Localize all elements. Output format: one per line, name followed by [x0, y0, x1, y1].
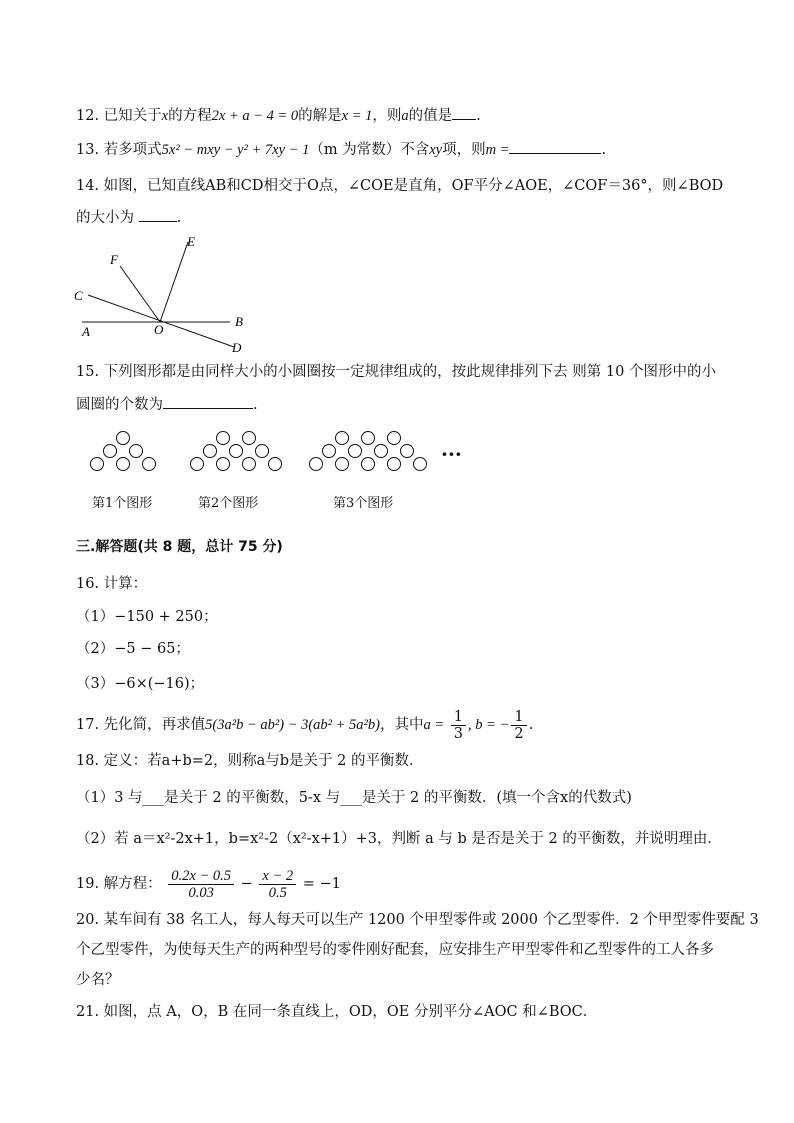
- small-circle: [336, 432, 349, 445]
- small-circle: [323, 445, 336, 458]
- answer-blank[interactable]: [452, 104, 476, 120]
- small-circle: [375, 445, 388, 458]
- small-circle: [388, 432, 401, 445]
- small-circle: [362, 432, 375, 445]
- small-circle: [217, 458, 230, 471]
- caption-figure-1: 第1个图形: [92, 496, 153, 511]
- answer-blank[interactable]: [509, 138, 601, 154]
- label-f: F: [110, 252, 118, 267]
- label-b: B: [235, 314, 243, 329]
- question-19: 19. 解方程： $\frac{0.2x - 0.5}{0.03}$ − $\frac{x - 2}{0.5}$ = −1: [76, 867, 341, 901]
- small-circle: [91, 458, 104, 471]
- small-circle: [349, 445, 362, 458]
- small-circle: [414, 458, 427, 471]
- answer-blank[interactable]: [139, 206, 177, 222]
- small-circle: [256, 445, 269, 458]
- question-13: 13. 若多项式5x² − mxy − y² + 7xy − 1（m 为常数）不含xy项，则m = .: [76, 138, 606, 160]
- fraction-2: $\frac{x - 2}{0.5}$: [259, 868, 296, 901]
- fraction-a: $\frac{1}{3}$: [451, 709, 466, 742]
- label-o: O: [154, 322, 164, 337]
- question-16: 16. 计算：: [76, 576, 148, 592]
- small-circle: [388, 458, 401, 471]
- question-21: 21. 如图，点 A，O，B 在同一条直线上，OD，OE 分别平分∠AOC 和∠BOC．: [76, 1004, 598, 1020]
- fraction-b: $\frac{1}{2}$: [511, 709, 526, 742]
- question-15-line-2: 圆圈的个数为 .: [76, 393, 258, 415]
- question-20-line-2: 个乙型零件，为使每天生产的两种型号的零件刚好配套，应安排生产甲型零件和乙型零件的工人各多: [76, 942, 714, 958]
- question-15-line-1: 15. 下列图形都是由同样大小的小圆圈按一定规律组成的，按此规律排列下去 则第 10 个图形中的小: [76, 364, 716, 380]
- circle-pattern-figure: [84, 430, 474, 478]
- small-circle: [310, 458, 323, 471]
- small-circle: [191, 458, 204, 471]
- question-16-part-3: （3）−6×(−16)；: [76, 676, 205, 692]
- small-circle: [117, 432, 130, 445]
- question-18-part-1: （1）3 与___是关于 2 的平衡数，5-x 与___是关于 2 的平衡数．(填一个含x的代数式): [76, 790, 632, 806]
- question-20-line-1: 20. 某车间有 38 名工人，每人每天可以生产 1200 个甲型零件或 2000 个乙型零件．2 个甲型零件要配 3: [76, 912, 759, 928]
- small-circle: [336, 458, 349, 471]
- question-18-part-2: （2）若 a＝x²-2x+1，b=x²-2（x²-x+1）+3，判断 a 与 b 是否是关于 2 的平衡数，并说明理由．: [76, 831, 722, 847]
- small-circle: [204, 445, 217, 458]
- question-12: 12. 已知关于x的方程2x + a − 4 = 0的解是x = 1，则a的值是 .: [76, 104, 481, 126]
- answer-blank[interactable]: [163, 393, 253, 409]
- label-e: E: [187, 234, 195, 249]
- small-circle: [117, 458, 130, 471]
- caption-figure-2: 第2个图形: [198, 496, 259, 511]
- small-circle: [143, 458, 156, 471]
- fraction-1: $\frac{0.2x - 0.5}{0.03}$: [168, 868, 234, 901]
- label-a: A: [82, 324, 90, 339]
- small-circle: [401, 445, 414, 458]
- small-circle: [217, 432, 230, 445]
- small-circle: [243, 458, 256, 471]
- small-circle: [269, 458, 282, 471]
- question-17: 17. 先化简，再求值5(3a²b − ab²) − 3(ab² + 5a²b)，其中a = $\frac{1}{3}$ , b = − $\frac{1}{2}$ .: [76, 708, 534, 742]
- angle-figure: [70, 230, 270, 360]
- question-14-line-2: 的大小为 .: [76, 206, 181, 228]
- small-circle: [362, 458, 375, 471]
- label-c: C: [74, 288, 83, 303]
- question-14-line-1: 14. 如图，已知直线AB和CD相交于O点，∠COE是直角，OF平分∠AOE，∠COF＝36°，则∠BOD: [76, 178, 724, 194]
- question-16-part-2: （2）−5 − 65；: [76, 641, 190, 657]
- question-18: 18. 定义：若a+b=2，则称a与b是关于 2 的平衡数．: [76, 753, 424, 769]
- ellipsis: ···: [441, 442, 462, 466]
- caption-figure-3: 第3个图形: [333, 496, 394, 511]
- small-circle: [130, 445, 143, 458]
- label-d: D: [232, 340, 242, 355]
- small-circle: [243, 432, 256, 445]
- question-20-line-3: 少名？: [76, 972, 120, 988]
- section-title: 三.解答题(共 8 题，总计 75 分): [76, 539, 283, 555]
- small-circle: [230, 445, 243, 458]
- small-circle: [104, 445, 117, 458]
- question-16-part-1: （1）−150 + 250；: [76, 609, 218, 625]
